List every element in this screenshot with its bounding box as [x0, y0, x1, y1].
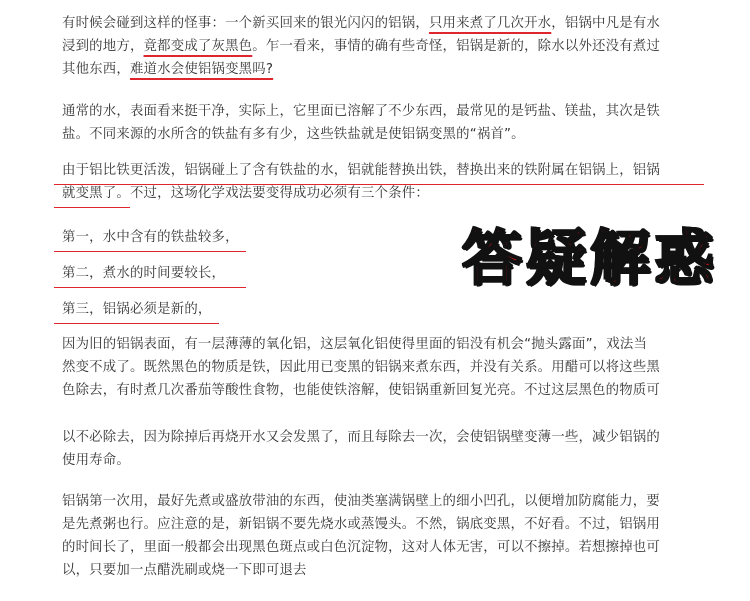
paragraph-line: 使用寿命。: [62, 453, 130, 468]
paragraph-line: [62, 35, 710, 58]
condition-text: 第一，水中含有的铁盐较多，: [62, 230, 239, 245]
paragraph-line: [62, 182, 710, 205]
highlight-underline: [54, 323, 219, 324]
paragraph-line: 因为旧的铝锅表面，有一层薄薄的氧化铝，这层氧化铝使得里面的铝没有机会“抛头露面”，戏法当: [62, 337, 648, 352]
text-segment: 。乍一看来，事情的确有些奇怪，铝锅是新的，除水以外还没有煮过: [252, 39, 660, 54]
paragraph-intro: [62, 12, 710, 81]
text-segment: 浸到的地方，: [62, 39, 144, 54]
paragraph-line: 以，只要加一点醋洗刷或烧一下即可退去: [62, 563, 307, 578]
paragraph-line: [62, 12, 710, 35]
highlight-underline: [54, 251, 246, 252]
paragraph-line: 是先煮粥也行。应注意的是，新铝锅不要先烧水或蒸馒头。不然，锅底变黑，不好看。不过，铝锅用: [62, 517, 660, 532]
paragraph-removal: [62, 426, 710, 472]
text-segment: 不过，这场化学戏法要变得成功必须有三个条件：: [129, 186, 429, 201]
paragraph-line: 然变不成了。既然黑色的物质是铁，因此用已变黑的铝锅来煮东西，并没有关系。用醋可以将这些黑: [62, 360, 660, 375]
paragraph-line: 的时间长了，里面一般都会出现黑色斑点或白色沉淀物，这对人体无害，可以不擦掉。若想擦掉也可: [62, 540, 660, 555]
paragraph-first-use: [62, 490, 710, 582]
underlined-phrase: 竟都变成了灰黑色: [143, 39, 253, 54]
condition-item: [62, 298, 710, 321]
paragraph-old-pot: [62, 333, 710, 402]
condition-text: 第二，煮水的时间要较长，: [62, 266, 226, 281]
underlined-phrase: 只用来煮了几次开水: [428, 16, 552, 31]
paragraph-reaction: [62, 159, 710, 205]
text-segment: ，铝锅中凡是有水: [551, 16, 661, 31]
highlight-underline: [54, 207, 130, 208]
underlined-phrase: 难道水会使铝锅变黑吗?: [129, 62, 274, 77]
stamp-graphic: 答疑解惑: [462, 224, 718, 294]
paragraph-line: 盐。不同来源的水所含的铁盐有多有少，这些铁盐就是使铝锅变黑的“祸首”。: [62, 127, 525, 142]
paragraph-line: 由于铝比铁更活泼，铝锅碰上了含有铁盐的水，铝就能替换出铁，替换出来的铁附属在铝锅上，铝锅: [62, 163, 660, 178]
condition-text: 第三，铝锅必须是新的，: [62, 302, 212, 317]
paragraph-line: 色除去，有时煮几次番茄等酸性食物，也能使铁溶解，使铝锅重新回复光亮。不过这层黑色的物质可: [62, 383, 660, 398]
paragraph-cause: [62, 100, 710, 146]
highlight-underline: [54, 287, 246, 288]
paragraph-line: 铝锅第一次用，最好先煮或盛放带油的东西，使油类塞满锅壁上的细小凹孔，以便增加防腐能力，要: [62, 494, 660, 509]
paragraph-line: 通常的水，表面看来挺干净，实际上，它里面已溶解了不少东西，最常见的是钙盐、镁盐，其次是铁: [62, 104, 660, 119]
paragraph-line: [62, 58, 710, 81]
text-segment: 其他东西，: [62, 62, 130, 77]
paragraph-line: 以不必除去，因为除掉后再烧开水又会发黑了，而且每除去一次，会使铝锅壁变薄一些，减少铝锅的: [62, 430, 660, 445]
text-segment: 有时候会碰到这样的怪事：一个新买回来的银光闪闪的铝锅，: [62, 16, 429, 31]
text-segment: 就变黑了。: [62, 186, 130, 201]
highlight-underline: [54, 184, 704, 185]
